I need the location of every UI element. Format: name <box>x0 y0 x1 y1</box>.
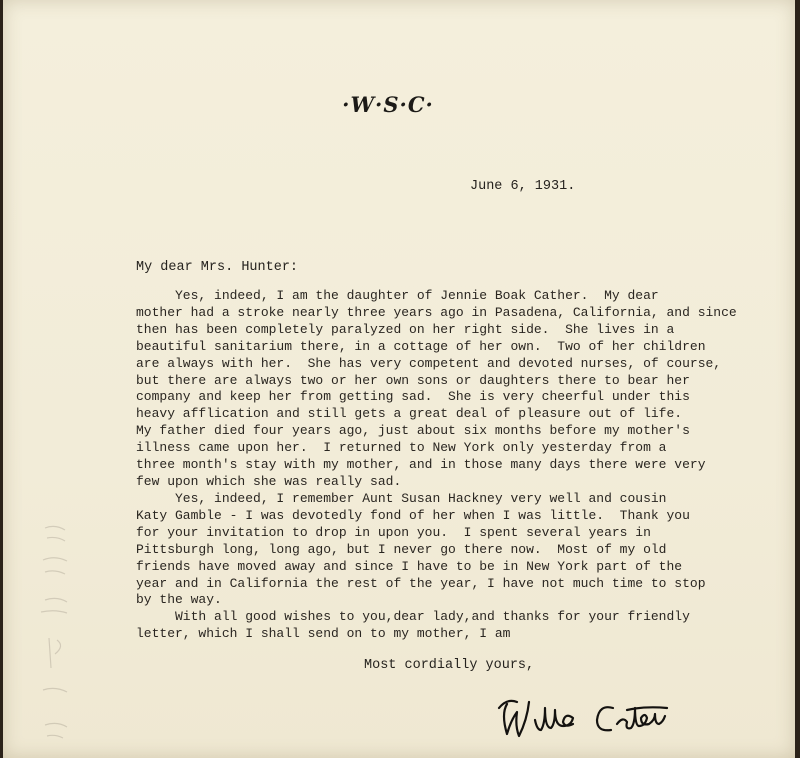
letter-page <box>3 0 795 758</box>
handwritten-signature <box>493 690 723 746</box>
pencil-marks <box>35 520 95 750</box>
body-paragraph-1: Yes, indeed, I am the daughter of Jennie Boak Cather. My dear mother had a stroke nearly three years ago in Pasadena, California, and since then has been completely paralyzed on her right side. She lives in a beautiful sanitarium there, in a cottage of her own. Two of her children are always with her. She has very competent and devoted nurses, of course, but there are always two or her own sons or daughters there to bear her company and keep her from getting sad. She is very cheerful under this heavy afflication and still gets a great deal of pleasure out of life. My father died four years ago, just about six months before my mother's illness came upon her. I returned to New York only yesterday from a three month's stay with my mother, and in those many days there were very few upon which she was really sad. <box>136 288 737 489</box>
body-paragraph-2: Yes, indeed, I remember Aunt Susan Hackney very well and cousin Katy Gamble - I was devotedly fond of her when I was little. Thank you for your invitation to drop in upon you. I spent several years in Pittsburgh long, long ago, but I never go there now. Most of my old friends have moved away and since I have to be in New York part of the year and in California the rest of the year, I have not much time to stop by the way. <box>136 491 706 608</box>
letter-date: June 6, 1931. <box>470 179 576 194</box>
body-paragraph-3: With all good wishes to you,dear lady,and thanks for your friendly letter, which I shall send on to my mother, I am <box>136 609 690 641</box>
salutation: My dear Mrs. Hunter: <box>136 260 299 275</box>
letterhead-monogram: ·W·S·C· <box>342 92 434 117</box>
closing: Most cordially yours, <box>364 658 535 673</box>
